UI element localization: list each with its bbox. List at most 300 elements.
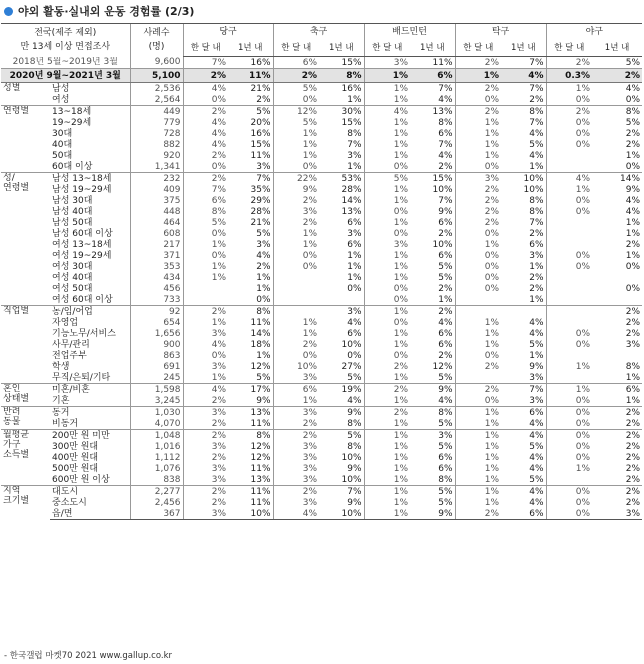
value-cell: 2% xyxy=(625,128,641,139)
value-cell: 8% xyxy=(347,128,362,139)
value-cell: 1% xyxy=(364,452,410,463)
value-cell: 15% xyxy=(250,139,271,150)
value-cell: 10% xyxy=(432,184,453,195)
value-cell xyxy=(273,294,319,306)
table-row xyxy=(1,261,642,272)
value-cell: 14% xyxy=(592,173,642,185)
sample-size-cell: 1,030 xyxy=(130,407,183,419)
value-cell: 4% xyxy=(364,106,410,118)
row-label: 50대 xyxy=(52,150,73,161)
value-cell: 1% xyxy=(364,463,410,474)
period-year-header: 1년 내 xyxy=(228,40,273,57)
value-cell: 7% xyxy=(183,184,228,195)
value-cell: 1% xyxy=(364,139,410,150)
sample-size-cell: 1,112 xyxy=(130,452,183,463)
value-cell: 5% xyxy=(625,117,641,128)
activity-header: 배드민턴 xyxy=(364,24,455,41)
value-cell: 2% xyxy=(529,94,544,105)
value-cell: 3% xyxy=(364,239,410,250)
group-label-line: 크기별 xyxy=(3,496,30,506)
table-row xyxy=(1,139,642,150)
value-cell: 4% xyxy=(438,395,453,406)
row-label: 남성 13~18세 xyxy=(50,173,130,185)
value-cell: 1% xyxy=(364,306,410,318)
sample-size-cell: 1,598 xyxy=(130,384,183,396)
group-label xyxy=(1,407,50,430)
value-cell: 1% xyxy=(546,184,592,195)
value-cell: 3% xyxy=(529,250,544,261)
value-cell: 2% xyxy=(364,361,410,372)
group-label-line: 소득별 xyxy=(3,450,30,460)
value-cell xyxy=(546,239,592,250)
value-cell: 3% xyxy=(529,372,544,383)
row-label: 남성 50대 xyxy=(52,217,93,228)
value-cell: 4% xyxy=(529,328,544,339)
value-cell: 11% xyxy=(250,150,271,161)
value-cell: 7% xyxy=(319,486,364,498)
value-cell: 2% xyxy=(592,486,642,498)
group-label-line: 연령별 xyxy=(3,183,30,193)
value-cell: 1% xyxy=(364,328,410,339)
value-cell: 35% xyxy=(250,184,271,195)
value-cell: 2% xyxy=(625,474,641,485)
value-cell: 2% xyxy=(455,83,501,95)
period-month-header: 한 달 내 xyxy=(546,40,592,57)
value-cell: 7% xyxy=(529,217,544,228)
value-cell: 12% xyxy=(250,441,271,452)
value-cell: 0% xyxy=(546,128,592,139)
value-cell: 10% xyxy=(341,452,362,463)
value-cell: 21% xyxy=(250,217,271,228)
value-cell: 8% xyxy=(592,106,642,118)
table-row xyxy=(1,250,642,261)
value-cell: 1% xyxy=(455,430,501,442)
value-cell: 7% xyxy=(438,139,453,150)
value-cell: 8% xyxy=(347,418,362,429)
bullet-icon xyxy=(4,7,13,16)
value-cell: 2% xyxy=(364,384,410,396)
value-cell: 2% xyxy=(625,239,641,250)
row-label: 19~29세 xyxy=(52,117,92,128)
page-title xyxy=(4,3,194,19)
value-cell: 2% xyxy=(410,306,455,318)
value-cell: 3% xyxy=(273,474,319,486)
value-cell: 8% xyxy=(228,430,273,442)
table-row xyxy=(1,372,642,384)
value-cell: 1% xyxy=(364,418,410,430)
value-cell: 1% xyxy=(529,261,544,272)
row-label: 사무/관리 xyxy=(52,339,90,350)
value-cell: 0% xyxy=(183,250,228,261)
value-cell: 0% xyxy=(364,228,410,239)
group-label xyxy=(1,106,50,173)
value-cell: 1% xyxy=(455,117,501,128)
value-cell: 2% xyxy=(455,384,501,396)
value-cell: 2% xyxy=(273,339,319,350)
value-cell: 11% xyxy=(228,69,273,83)
value-cell: 7% xyxy=(438,195,453,206)
value-cell: 0% xyxy=(625,94,641,105)
value-cell: 0% xyxy=(364,161,410,173)
value-cell: 2% xyxy=(183,486,228,498)
sample-size-cell: 92 xyxy=(130,306,183,318)
value-cell: 6% xyxy=(347,217,362,228)
table-row xyxy=(1,350,642,361)
value-cell: 0% xyxy=(347,350,362,361)
value-cell: 0% xyxy=(546,407,592,419)
sample-size-cell: 217 xyxy=(130,239,183,250)
value-cell: 1% xyxy=(455,407,501,419)
value-cell: 2% xyxy=(625,463,641,474)
value-cell: 0% xyxy=(546,452,592,463)
sample-size-cell: 1,341 xyxy=(130,161,183,173)
value-cell: 3% xyxy=(529,395,544,406)
value-cell: 2% xyxy=(183,106,228,118)
sample-size-cell: 728 xyxy=(130,128,183,139)
value-cell: 0% xyxy=(183,161,228,173)
value-cell: 0% xyxy=(546,117,592,128)
row-label: 중소도시 xyxy=(52,497,87,508)
value-cell: 10% xyxy=(341,474,362,485)
value-cell: 1% xyxy=(183,272,228,283)
value-cell: 9% xyxy=(319,407,364,419)
value-cell: 0% xyxy=(546,441,592,452)
period-month-header: 한 달 내 xyxy=(455,40,501,57)
value-cell: 6% xyxy=(410,69,455,83)
table-row xyxy=(1,173,642,185)
value-cell: 0% xyxy=(183,350,228,361)
row-label: 남성 xyxy=(52,83,70,94)
sample-size-unit: (명) xyxy=(148,42,165,53)
value-cell: 0% xyxy=(625,283,641,294)
value-cell: 8% xyxy=(529,195,544,206)
row-label: 40대 xyxy=(52,139,73,150)
value-cell: 2% xyxy=(592,407,642,419)
sample-size-cell: 9,600 xyxy=(130,57,183,69)
value-cell: 0% xyxy=(546,261,592,272)
table-row xyxy=(1,128,642,139)
value-cell: 1% xyxy=(529,294,544,305)
value-cell: 0% xyxy=(364,317,410,328)
value-cell: 1% xyxy=(455,69,501,83)
value-cell: 1% xyxy=(364,474,410,486)
sample-size-cell: 863 xyxy=(130,350,183,361)
group-label-line: 반려 xyxy=(3,407,21,417)
value-cell: 1% xyxy=(455,139,501,150)
table-row xyxy=(1,430,642,442)
value-cell: 0% xyxy=(455,250,501,261)
sample-size-cell: 245 xyxy=(130,372,183,384)
value-cell: 3% xyxy=(183,361,228,372)
table-row xyxy=(1,217,642,228)
value-cell: 8% xyxy=(347,441,362,452)
value-cell: 2% xyxy=(183,395,228,407)
value-cell: 20% xyxy=(250,117,271,128)
value-cell: 1% xyxy=(364,272,410,283)
value-cell: 28% xyxy=(250,206,271,217)
value-cell: 5% xyxy=(529,441,544,452)
value-cell: 1% xyxy=(273,139,319,150)
value-cell: 4% xyxy=(501,430,546,442)
value-cell: 1% xyxy=(455,328,501,339)
group-label-line: 혼인 xyxy=(3,384,21,394)
value-cell: 1% xyxy=(455,452,501,463)
value-cell: 3% xyxy=(183,407,228,419)
value-cell: 2% xyxy=(455,508,501,520)
row-label: 여성 50대 xyxy=(52,283,93,294)
value-cell: 3% xyxy=(183,328,228,339)
sample-size-cell: 2,277 xyxy=(130,486,183,498)
value-cell: 2% xyxy=(438,161,453,172)
value-cell: 3% xyxy=(364,57,410,69)
value-cell: 1% xyxy=(364,486,410,498)
value-cell: 7% xyxy=(347,139,362,150)
value-cell: 2% xyxy=(625,317,641,328)
value-cell: 2% xyxy=(625,497,641,508)
value-cell: 0% xyxy=(546,206,592,217)
sample-size-cell: 5,100 xyxy=(130,69,183,83)
value-cell: 4% xyxy=(347,317,362,328)
value-cell: 5% xyxy=(529,339,544,350)
value-cell: 5% xyxy=(438,497,453,508)
sample-size-cell: 232 xyxy=(130,173,183,185)
value-cell: 1% xyxy=(347,250,362,261)
value-cell: 1% xyxy=(364,508,410,520)
row-label: 300만 원대 xyxy=(52,441,99,452)
value-cell: 10% xyxy=(273,361,319,372)
value-cell: 6% xyxy=(438,217,453,228)
value-cell: 1% xyxy=(256,272,271,283)
value-cell: 1% xyxy=(364,150,410,161)
value-cell: 13% xyxy=(228,407,273,419)
sample-size-cell: 464 xyxy=(130,217,183,228)
period-year-header: 1년 내 xyxy=(410,40,455,57)
value-cell: 6% xyxy=(438,328,453,339)
value-cell: 4% xyxy=(529,150,544,161)
value-cell: 17% xyxy=(228,384,273,396)
period-year-header: 1년 내 xyxy=(592,40,642,57)
value-cell: 5% xyxy=(228,106,273,118)
value-cell: 1% xyxy=(364,195,410,206)
value-cell: 3% xyxy=(273,372,319,384)
table-row xyxy=(1,184,642,195)
value-cell: 19% xyxy=(319,384,364,396)
row-label: 전업주부 xyxy=(52,350,87,361)
value-cell: 4% xyxy=(501,486,546,498)
value-cell: 2% xyxy=(273,418,319,430)
sample-size-cell: 2,536 xyxy=(130,83,183,95)
row-label: 200만 원 미만 xyxy=(50,430,130,442)
value-cell: 1% xyxy=(256,350,271,361)
row-label: 500만 원대 xyxy=(52,463,99,474)
base-label xyxy=(1,24,130,57)
value-cell: 1% xyxy=(364,430,410,442)
value-cell: 6% xyxy=(501,407,546,419)
value-cell xyxy=(546,317,592,328)
value-cell: 5% xyxy=(273,117,319,128)
value-cell: 9% xyxy=(410,508,455,520)
value-cell: 0% xyxy=(455,161,501,173)
value-cell: 0% xyxy=(546,418,592,430)
value-cell: 9% xyxy=(256,395,271,406)
value-cell: 6% xyxy=(438,452,453,463)
value-cell: 3% xyxy=(183,474,228,486)
activity-header: 야구 xyxy=(546,24,642,41)
sample-size-cell: 409 xyxy=(130,184,183,195)
value-cell: 16% xyxy=(250,128,271,139)
value-cell: 1% xyxy=(625,395,641,406)
value-cell: 7% xyxy=(183,57,228,69)
value-cell: 1% xyxy=(183,239,228,250)
sample-size-cell: 838 xyxy=(130,474,183,486)
value-cell: 12% xyxy=(250,452,271,463)
value-cell: 2% xyxy=(455,206,501,217)
value-cell: 0% xyxy=(455,272,501,283)
value-cell: 1% xyxy=(273,239,319,250)
value-cell: 4% xyxy=(529,418,544,429)
value-cell xyxy=(546,272,592,283)
value-cell: 2% xyxy=(183,497,228,508)
value-cell: 0% xyxy=(455,94,501,106)
period-year-header: 1년 내 xyxy=(501,40,546,57)
value-cell: 1% xyxy=(529,161,544,172)
value-cell: 3% xyxy=(183,441,228,452)
value-cell: 2% xyxy=(183,418,228,430)
period-month-header: 한 달 내 xyxy=(183,40,228,57)
activity-header: 당구 xyxy=(183,24,273,41)
row-label: 자영업 xyxy=(52,317,79,328)
table-row xyxy=(1,195,642,206)
value-cell xyxy=(546,306,592,318)
sample-size-label: 사례수 xyxy=(143,28,170,39)
value-cell: 1% xyxy=(364,497,410,508)
value-cell: 0% xyxy=(455,350,501,361)
value-cell: 2% xyxy=(455,361,501,372)
period-month-header: 한 달 내 xyxy=(273,40,319,57)
value-cell: 8% xyxy=(410,407,455,419)
period-year-header: 1년 내 xyxy=(319,40,364,57)
value-cell: 0% xyxy=(273,94,319,106)
value-cell: 1% xyxy=(364,184,410,195)
value-cell: 0% xyxy=(546,250,592,261)
value-cell: 4% xyxy=(625,83,641,94)
period-month-header: 한 달 내 xyxy=(364,40,410,57)
value-cell: 1% xyxy=(625,372,641,383)
value-cell: 1% xyxy=(455,474,501,486)
sample-size-cell: 449 xyxy=(130,106,183,118)
value-cell: 2% xyxy=(256,261,271,272)
table-header xyxy=(1,24,642,57)
row-label: 남성 60대 이상 xyxy=(52,228,113,239)
row-label: 무직/은퇴/기타 xyxy=(52,372,111,383)
value-cell: 3% xyxy=(625,339,641,350)
value-cell: 2% xyxy=(183,69,228,83)
value-cell: 1% xyxy=(455,339,501,350)
value-cell: 1% xyxy=(364,441,410,452)
value-cell: 1% xyxy=(625,150,641,161)
value-cell xyxy=(183,283,228,294)
row-label: 농/임/어업 xyxy=(50,306,130,318)
value-cell: 10% xyxy=(501,173,546,185)
value-cell: 5% xyxy=(256,228,271,239)
value-cell: 3% xyxy=(273,497,319,508)
value-cell: 5% xyxy=(364,173,410,185)
value-cell: 13% xyxy=(410,106,455,118)
value-cell: 0% xyxy=(273,261,319,272)
group-label xyxy=(1,486,50,520)
value-cell: 1% xyxy=(347,94,362,105)
value-cell: 2% xyxy=(546,106,592,118)
value-cell: 13% xyxy=(250,474,271,485)
value-cell: 9% xyxy=(410,384,455,396)
value-cell: 2% xyxy=(625,418,641,429)
table-body xyxy=(1,57,642,520)
value-cell: 5% xyxy=(529,139,544,150)
value-cell: 6% xyxy=(273,57,319,69)
value-cell: 11% xyxy=(250,497,271,508)
value-cell xyxy=(546,372,592,384)
value-cell: 6% xyxy=(438,250,453,261)
value-cell xyxy=(546,161,592,173)
value-cell: 15% xyxy=(341,117,362,128)
value-cell: 14% xyxy=(250,328,271,339)
group-label-line: 동물 xyxy=(3,417,21,427)
value-cell xyxy=(546,350,592,361)
table-row xyxy=(1,463,642,474)
value-cell: 2% xyxy=(546,57,592,69)
value-cell: 2% xyxy=(455,184,501,195)
value-cell: 1% xyxy=(455,463,501,474)
value-cell: 9% xyxy=(347,463,362,474)
value-cell: 2% xyxy=(625,452,641,463)
value-cell: 7% xyxy=(529,117,544,128)
table-row xyxy=(1,486,642,498)
value-cell: 1% xyxy=(546,384,592,396)
value-cell: 9% xyxy=(529,361,544,372)
value-cell: 1% xyxy=(273,228,319,239)
value-cell: 8% xyxy=(183,206,228,217)
value-cell: 1% xyxy=(364,117,410,128)
value-cell: 2% xyxy=(256,94,271,105)
value-cell: 14% xyxy=(341,195,362,206)
row-label: 30대 xyxy=(52,128,73,139)
value-cell: 5% xyxy=(592,57,642,69)
table-row xyxy=(1,150,642,161)
value-cell: 3% xyxy=(319,306,364,318)
row-label: 미혼/비혼 xyxy=(50,384,130,396)
value-cell: 5% xyxy=(256,372,271,383)
table-row xyxy=(1,497,642,508)
value-cell: 1% xyxy=(364,128,410,139)
sample-size-cell: 367 xyxy=(130,508,183,520)
value-cell: 4% xyxy=(183,117,228,128)
row-label: 여성 60대 이상 xyxy=(52,294,113,305)
value-cell: 4% xyxy=(183,128,228,139)
value-cell: 5% xyxy=(347,372,362,383)
row-label: 남성 30대 xyxy=(52,195,93,206)
group-label-line: 연령별 xyxy=(3,106,30,116)
value-cell: 0% xyxy=(347,283,362,294)
value-cell: 1% xyxy=(273,128,319,139)
value-cell: 2% xyxy=(455,57,501,69)
value-cell xyxy=(455,306,501,318)
table-row xyxy=(1,317,642,328)
value-cell: 6% xyxy=(273,384,319,396)
row-label: 읍/면 xyxy=(50,508,130,520)
value-cell: 1% xyxy=(347,261,362,272)
value-cell: 3% xyxy=(256,239,271,250)
value-cell xyxy=(273,272,319,283)
